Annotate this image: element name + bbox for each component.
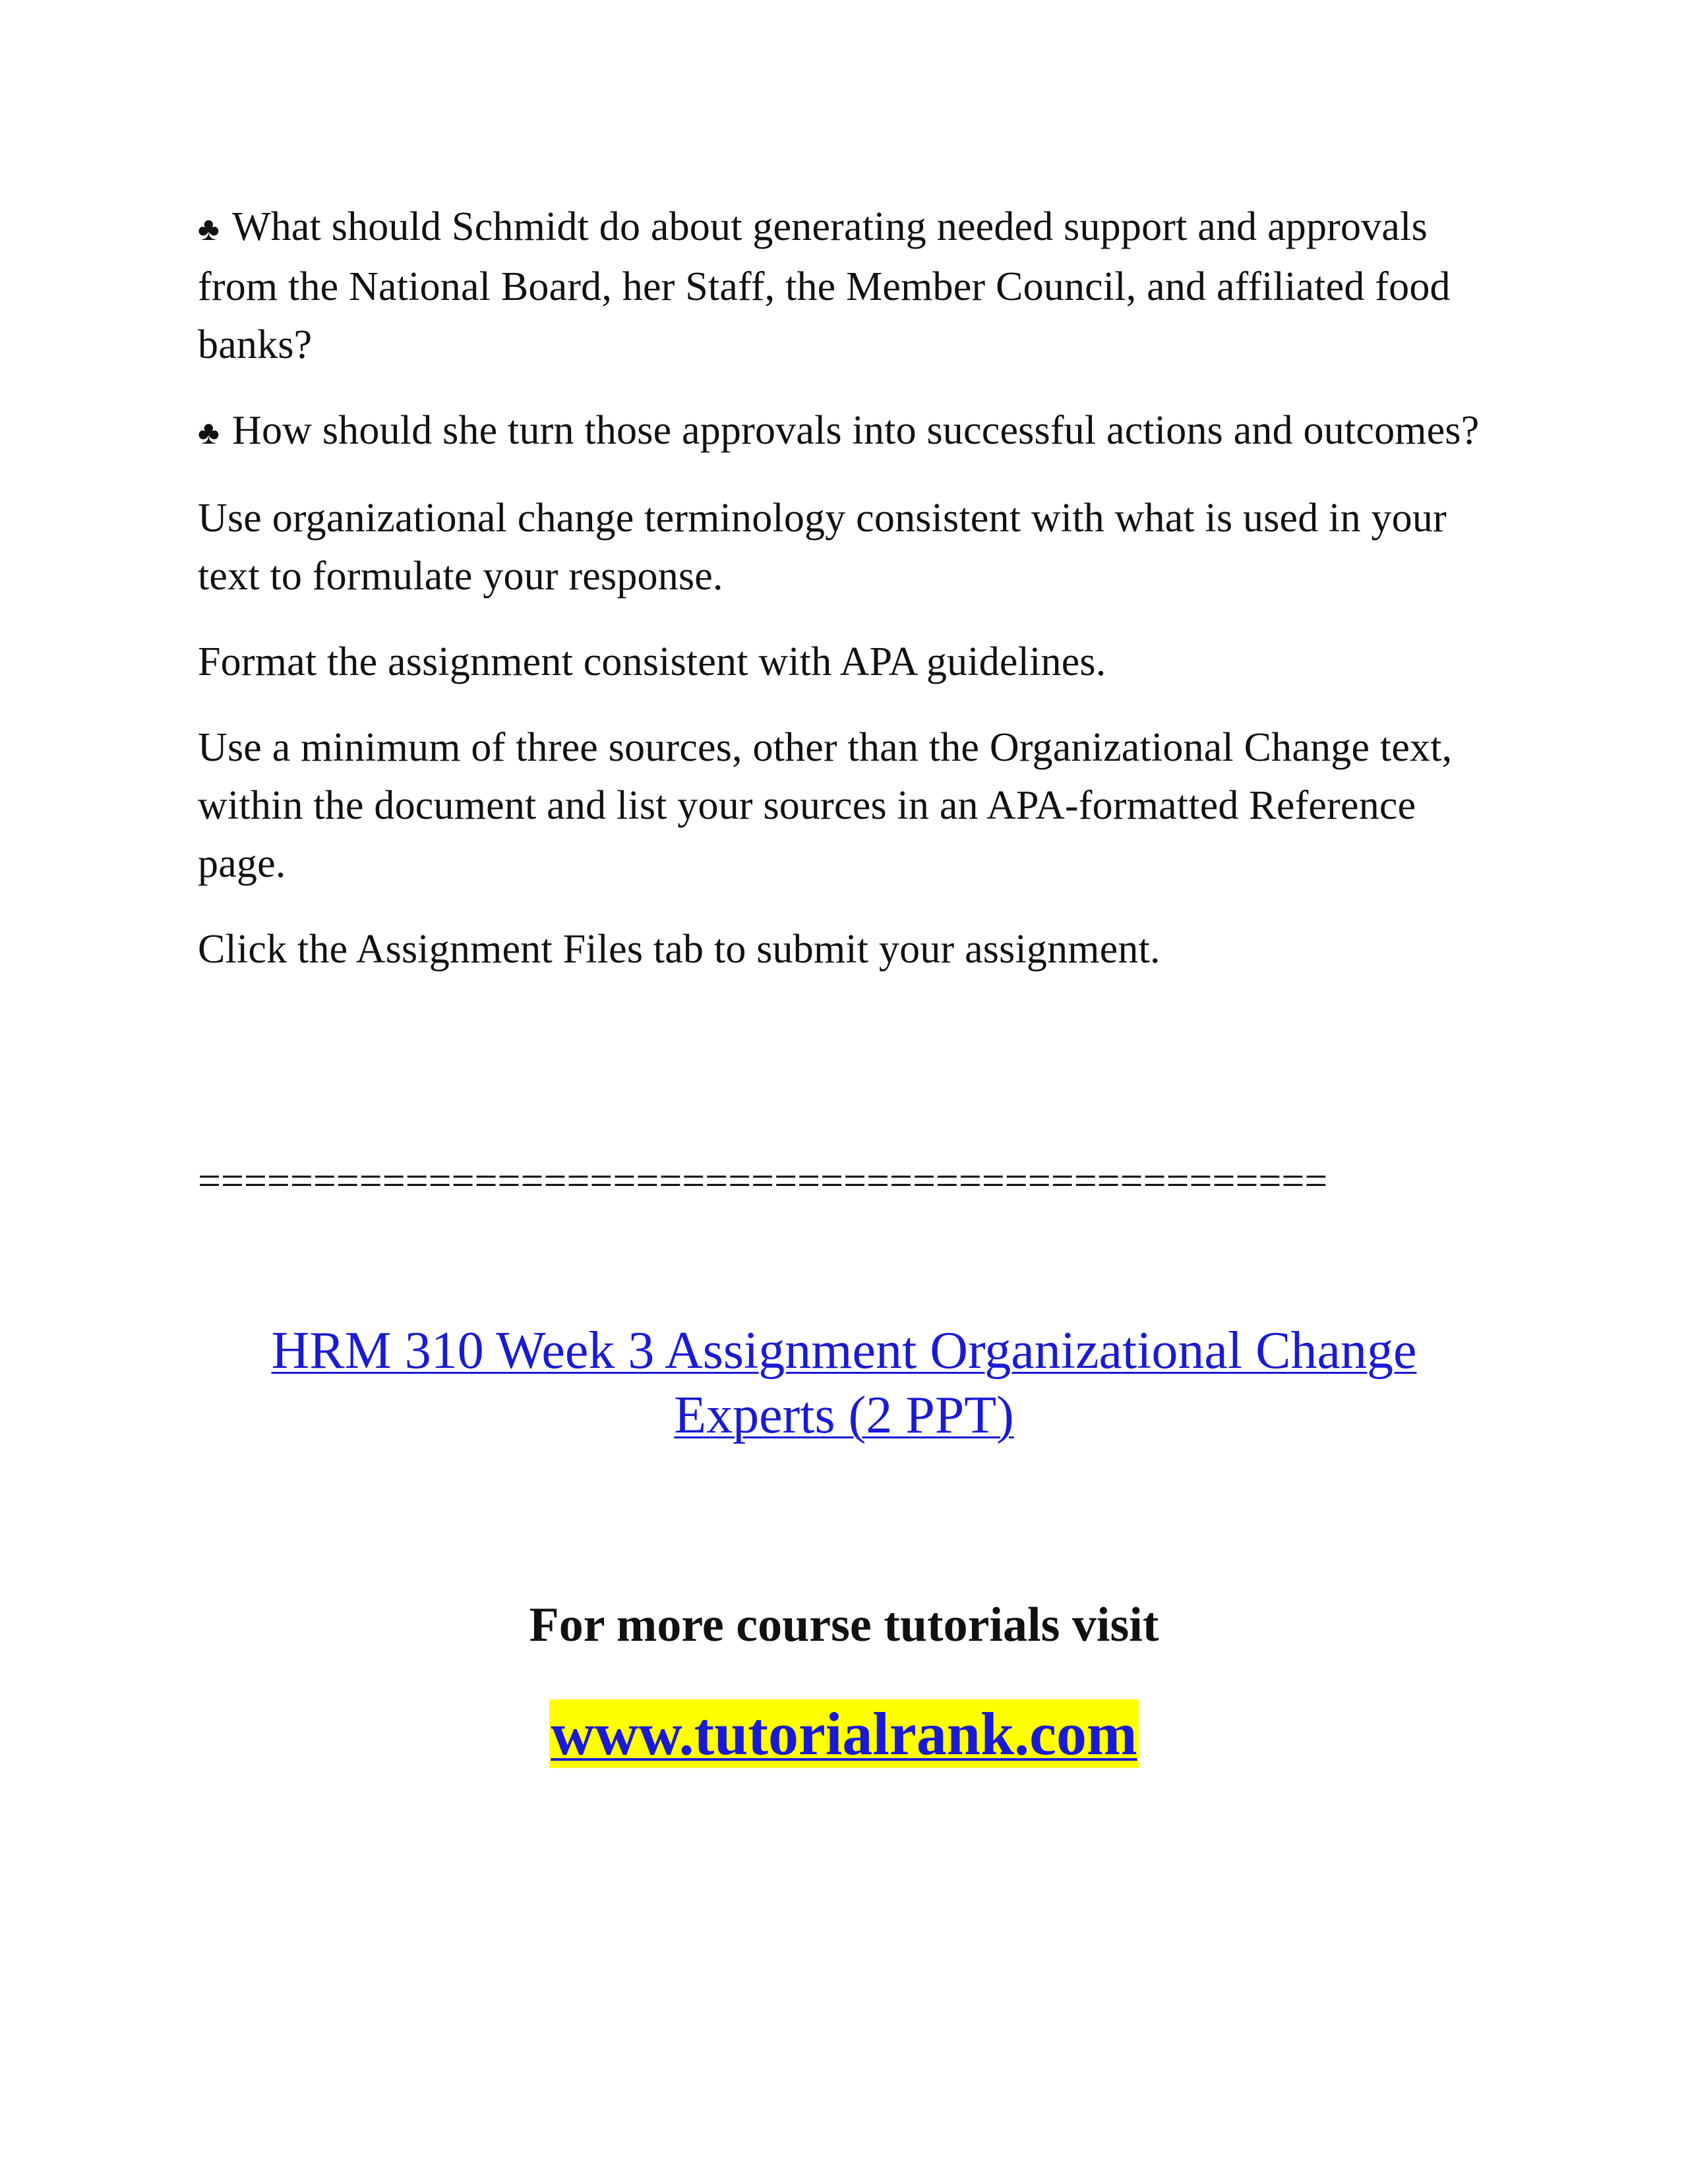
assignment-link[interactable]: HRM 310 Week 3 Assignment Organizational Change Experts (2 PPT) — [271, 1322, 1417, 1444]
body-text — [198, 198, 1503, 1006]
website-link[interactable]: www.tutorialrank.com — [551, 1700, 1137, 1767]
instruction-paragraph — [198, 489, 1503, 605]
paragraph-text: How should she turn those approvals into successful actions and outcomes? — [232, 408, 1480, 453]
paragraph-text: Use a minimum of three sources, other than the Organizational Change text, within the document and list your sources in an APA-formatted Reference page. — [198, 725, 1453, 886]
question-bullet — [198, 401, 1503, 461]
paragraph-text: Click the Assignment Files tab to submit your assignment. — [198, 927, 1160, 972]
paragraph-text: What should Schmidt do about generating needed support and approvals from the National Board, her Staff, the Member Council, and affiliated food banks? — [198, 204, 1451, 367]
instruction-paragraph — [198, 920, 1503, 978]
instruction-paragraph — [198, 719, 1503, 893]
website-container — [198, 1699, 1490, 1768]
question-bullet — [198, 198, 1503, 374]
instruction-paragraph — [198, 633, 1503, 691]
club-icon: ♣ — [198, 414, 220, 451]
paragraph-text: Format the assignment consistent with APA guidelines. — [198, 639, 1106, 684]
separator-line: ================================================= — [198, 1159, 1328, 1204]
paragraph-text: Use organizational change terminology consistent with what is used in your text to formulate your response. — [198, 496, 1447, 599]
more-tutorials-heading: For more course tutorials visit — [529, 1598, 1159, 1652]
club-icon: ♣ — [198, 210, 220, 247]
